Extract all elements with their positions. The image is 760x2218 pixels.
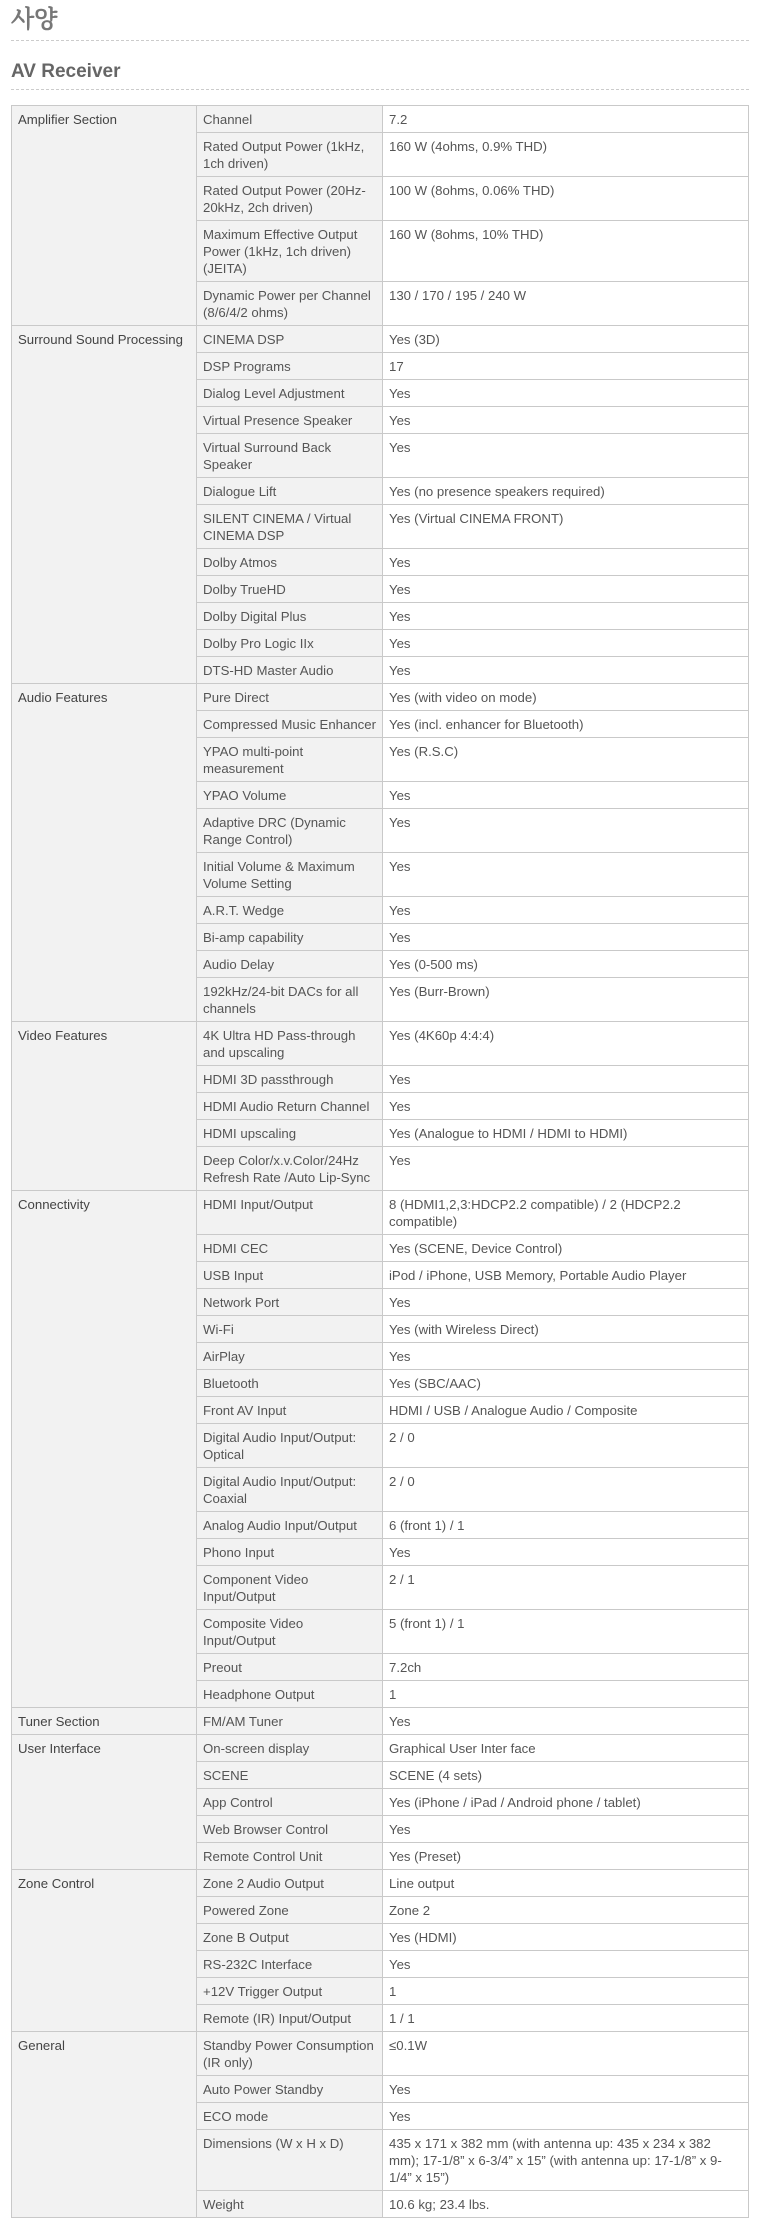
feature-cell: HDMI 3D passthrough (197, 1066, 383, 1093)
feature-cell: Dolby Atmos (197, 549, 383, 576)
value-cell: Yes (383, 603, 749, 630)
value-cell: Yes (383, 549, 749, 576)
feature-cell: Auto Power Standby (197, 2076, 383, 2103)
value-cell: Yes (383, 630, 749, 657)
feature-cell: 192kHz/24-bit DACs for all channels (197, 978, 383, 1022)
feature-cell: Bluetooth (197, 1370, 383, 1397)
value-cell: Zone 2 (383, 1897, 749, 1924)
table-row (12, 684, 749, 711)
value-cell: Yes (incl. enhancer for Bluetooth) (383, 711, 749, 738)
feature-cell: Deep Color/x.v.Color/24Hz Refresh Rate /Auto Lip-Sync (197, 1147, 383, 1191)
value-cell: 160 W (8ohms, 10% THD) (383, 221, 749, 282)
feature-cell: RS-232C Interface (197, 1951, 383, 1978)
value-cell: 7.2ch (383, 1654, 749, 1681)
feature-cell: Digital Audio Input/Output: Coaxial (197, 1468, 383, 1512)
feature-cell: On-screen display (197, 1735, 383, 1762)
value-cell: iPod / iPhone, USB Memory, Portable Audio Player (383, 1262, 749, 1289)
value-cell: 1 / 1 (383, 2005, 749, 2032)
value-cell: 160 W (4ohms, 0.9% THD) (383, 133, 749, 177)
value-cell: Yes (3D) (383, 326, 749, 353)
table-row (12, 1735, 749, 1762)
feature-cell: ECO mode (197, 2103, 383, 2130)
value-cell: 435 x 171 x 382 mm (with antenna up: 435 x 234 x 382 mm); 17-1/8” x 6-3/4” x 15” (with antenna up: 17-1/8” x 9-1/4” x 15”) (383, 2130, 749, 2191)
value-cell: Yes (R.S.C) (383, 738, 749, 782)
feature-cell: Virtual Surround Back Speaker (197, 434, 383, 478)
category-cell: Video Features (12, 1022, 197, 1191)
value-cell: 6 (front 1) / 1 (383, 1512, 749, 1539)
value-cell: Yes (Burr-Brown) (383, 978, 749, 1022)
table-row (12, 2032, 749, 2076)
feature-cell: CINEMA DSP (197, 326, 383, 353)
feature-cell: HDMI Input/Output (197, 1191, 383, 1235)
value-cell: 10.6 kg; 23.4 lbs. (383, 2191, 749, 2218)
value-cell: Yes (383, 782, 749, 809)
feature-cell: Network Port (197, 1289, 383, 1316)
feature-cell: Virtual Presence Speaker (197, 407, 383, 434)
category-cell: General (12, 2032, 197, 2218)
section-title: AV Receiver (11, 62, 749, 90)
value-cell: 130 / 170 / 195 / 240 W (383, 282, 749, 326)
value-cell: Yes (Preset) (383, 1843, 749, 1870)
feature-cell: Adaptive DRC (Dynamic Range Control) (197, 809, 383, 853)
table-row (12, 326, 749, 353)
feature-cell: Analog Audio Input/Output (197, 1512, 383, 1539)
feature-cell: Rated Output Power (1kHz, 1ch driven) (197, 133, 383, 177)
table-row (12, 106, 749, 133)
value-cell: Yes (383, 1147, 749, 1191)
feature-cell: Dialog Level Adjustment (197, 380, 383, 407)
feature-cell: Remote (IR) Input/Output (197, 2005, 383, 2032)
feature-cell: Pure Direct (197, 684, 383, 711)
feature-cell: Remote Control Unit (197, 1843, 383, 1870)
feature-cell: Headphone Output (197, 1681, 383, 1708)
value-cell: Yes (Virtual CINEMA FRONT) (383, 505, 749, 549)
value-cell: 1 (383, 1978, 749, 2005)
value-cell: Yes (383, 809, 749, 853)
feature-cell: Bi-amp capability (197, 924, 383, 951)
value-cell: HDMI / USB / Analogue Audio / Composite (383, 1397, 749, 1424)
feature-cell: YPAO multi-point measurement (197, 738, 383, 782)
feature-cell: Web Browser Control (197, 1816, 383, 1843)
value-cell: Yes (383, 1539, 749, 1566)
feature-cell: Component Video Input/Output (197, 1566, 383, 1610)
feature-cell: Dolby Digital Plus (197, 603, 383, 630)
feature-cell: A.R.T. Wedge (197, 897, 383, 924)
value-cell: Yes (383, 2103, 749, 2130)
feature-cell: Channel (197, 106, 383, 133)
value-cell: Yes (with Wireless Direct) (383, 1316, 749, 1343)
category-cell: Connectivity (12, 1191, 197, 1708)
feature-cell: YPAO Volume (197, 782, 383, 809)
feature-cell: Dynamic Power per Channel (8/6/4/2 ohms) (197, 282, 383, 326)
feature-cell: Digital Audio Input/Output: Optical (197, 1424, 383, 1468)
value-cell: 8 (HDMI1,2,3:HDCP2.2 compatible) / 2 (HDCP2.2 compatible) (383, 1191, 749, 1235)
value-cell: 2 / 0 (383, 1424, 749, 1468)
value-cell: Yes (0-500 ms) (383, 951, 749, 978)
value-cell: Yes (Analogue to HDMI / HDMI to HDMI) (383, 1120, 749, 1147)
value-cell: Yes (383, 1343, 749, 1370)
value-cell: Yes (383, 1093, 749, 1120)
feature-cell: Compressed Music Enhancer (197, 711, 383, 738)
feature-cell: Phono Input (197, 1539, 383, 1566)
value-cell: Yes (383, 576, 749, 603)
table-row (12, 1870, 749, 1897)
value-cell: Yes (383, 897, 749, 924)
feature-cell: Zone B Output (197, 1924, 383, 1951)
category-cell: Tuner Section (12, 1708, 197, 1735)
value-cell: SCENE (4 sets) (383, 1762, 749, 1789)
feature-cell: Powered Zone (197, 1897, 383, 1924)
value-cell: Line output (383, 1870, 749, 1897)
value-cell: 7.2 (383, 106, 749, 133)
table-row (12, 1191, 749, 1235)
value-cell: 100 W (8ohms, 0.06% THD) (383, 177, 749, 221)
feature-cell: Standby Power Consumption (IR only) (197, 2032, 383, 2076)
feature-cell: HDMI CEC (197, 1235, 383, 1262)
feature-cell: SILENT CINEMA / Virtual CINEMA DSP (197, 505, 383, 549)
value-cell: Yes (383, 924, 749, 951)
page-title: 사양 (11, 0, 749, 41)
value-cell: Yes (383, 434, 749, 478)
table-row (12, 1708, 749, 1735)
category-cell: Zone Control (12, 1870, 197, 2032)
feature-cell: DSP Programs (197, 353, 383, 380)
category-cell: User Interface (12, 1735, 197, 1870)
feature-cell: Dolby Pro Logic IIx (197, 630, 383, 657)
feature-cell: Dialogue Lift (197, 478, 383, 505)
feature-cell: Front AV Input (197, 1397, 383, 1424)
value-cell: 2 / 0 (383, 1468, 749, 1512)
value-cell: Yes (with video on mode) (383, 684, 749, 711)
feature-cell: USB Input (197, 1262, 383, 1289)
feature-cell: SCENE (197, 1762, 383, 1789)
feature-cell: Dolby TrueHD (197, 576, 383, 603)
value-cell: Yes (iPhone / iPad / Android phone / tablet) (383, 1789, 749, 1816)
feature-cell: Maximum Effective Output Power (1kHz, 1ch driven) (JEITA) (197, 221, 383, 282)
feature-cell: App Control (197, 1789, 383, 1816)
value-cell: Yes (no presence speakers required) (383, 478, 749, 505)
feature-cell: AirPlay (197, 1343, 383, 1370)
value-cell: Yes (383, 1066, 749, 1093)
feature-cell: 4K Ultra HD Pass-through and upscaling (197, 1022, 383, 1066)
feature-cell: Composite Video Input/Output (197, 1610, 383, 1654)
feature-cell: DTS-HD Master Audio (197, 657, 383, 684)
feature-cell: Preout (197, 1654, 383, 1681)
feature-cell: HDMI upscaling (197, 1120, 383, 1147)
feature-cell: Zone 2 Audio Output (197, 1870, 383, 1897)
value-cell: ≤0.1W (383, 2032, 749, 2076)
table-row (12, 1022, 749, 1066)
feature-cell: Wi-Fi (197, 1316, 383, 1343)
feature-cell: FM/AM Tuner (197, 1708, 383, 1735)
feature-cell: HDMI Audio Return Channel (197, 1093, 383, 1120)
value-cell: Yes (SBC/AAC) (383, 1370, 749, 1397)
value-cell: 17 (383, 353, 749, 380)
feature-cell: Weight (197, 2191, 383, 2218)
feature-cell: Rated Output Power (20Hz-20kHz, 2ch driven) (197, 177, 383, 221)
spec-table (11, 105, 749, 2218)
value-cell: Yes (HDMI) (383, 1924, 749, 1951)
value-cell: Yes (SCENE, Device Control) (383, 1235, 749, 1262)
value-cell: 1 (383, 1681, 749, 1708)
spec-table-body (12, 106, 749, 2218)
value-cell: 2 / 1 (383, 1566, 749, 1610)
category-cell: Amplifier Section (12, 106, 197, 326)
value-cell: Yes (383, 380, 749, 407)
value-cell: Yes (383, 407, 749, 434)
category-cell: Audio Features (12, 684, 197, 1022)
feature-cell: Dimensions (W x H x D) (197, 2130, 383, 2191)
value-cell: Yes (383, 1708, 749, 1735)
feature-cell: Audio Delay (197, 951, 383, 978)
value-cell: Yes (383, 853, 749, 897)
value-cell: Yes (383, 1816, 749, 1843)
value-cell: Yes (383, 1289, 749, 1316)
category-cell: Surround Sound Processing (12, 326, 197, 684)
value-cell: Yes (383, 1951, 749, 1978)
value-cell: 5 (front 1) / 1 (383, 1610, 749, 1654)
feature-cell: +12V Trigger Output (197, 1978, 383, 2005)
feature-cell: Initial Volume & Maximum Volume Setting (197, 853, 383, 897)
value-cell: Yes (4K60p 4:4:4) (383, 1022, 749, 1066)
value-cell: Yes (383, 2076, 749, 2103)
value-cell: Graphical User Inter face (383, 1735, 749, 1762)
value-cell: Yes (383, 657, 749, 684)
